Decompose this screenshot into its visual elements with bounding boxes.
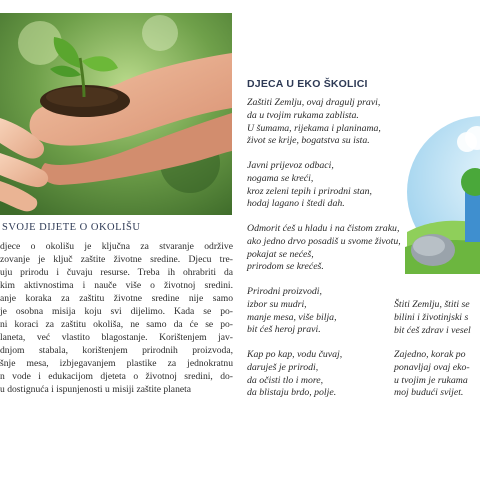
poem-line: ponavljaj ovaj eko- bbox=[394, 361, 470, 373]
hands-seedling-photo bbox=[0, 13, 232, 215]
poem-line: Štiti Zemlju, štiti se bbox=[394, 299, 470, 310]
paragraph-line: zovanje je ključ zaštite životne sredine. Djecu tre- bbox=[0, 254, 233, 265]
poem-line: kroz zeleni tepih i prirodni stan, bbox=[247, 185, 372, 197]
paragraph-line: djece o okolišu je ključna za stvaranje održive bbox=[0, 241, 233, 252]
poem-line: Prirodni proizvodi, bbox=[247, 286, 322, 297]
poem-stanza bbox=[247, 160, 372, 211]
poem-line: manje mesa, više bilja, bbox=[247, 311, 337, 323]
poem-line: da očisti tlo i more, bbox=[247, 374, 324, 386]
paragraph-line: ni koraci za zaštitu okoliša, ne samo da će se po- bbox=[0, 319, 233, 330]
poem-line: ako jedno drvo posadiš u svome životu, bbox=[247, 235, 401, 247]
poem-line: u tvojim je rukama bbox=[394, 374, 468, 386]
poem-line: bit ćeš zdrav i vesel bbox=[394, 324, 471, 336]
paragraph-line: je osobna misija koju svi dijelimo. Kada se po- bbox=[0, 306, 233, 317]
poem-line: izbor su mudri, bbox=[247, 298, 307, 310]
paragraph-line: šnje mesa, izbjegavanjem plastike za jednokratnu bbox=[0, 358, 233, 369]
poem-stanza bbox=[247, 349, 342, 400]
paragraph-line: u dostignuća i ispunjenosti u misiji zaštite planeta bbox=[0, 384, 192, 395]
poem-line: nogama se kreći, bbox=[247, 172, 314, 184]
poem-line: pokajat se nećeš, bbox=[247, 248, 314, 260]
paragraph-line: laneta, već vlastito blagostanje. Korištenjem jav- bbox=[0, 332, 233, 343]
poem-line: prirodom se krećeš. bbox=[247, 261, 324, 273]
poem-line: Zaštiti Zemlju, ovaj dragulj pravi, bbox=[247, 97, 381, 108]
poem-stanza bbox=[247, 286, 337, 337]
paragraph-line: anje koraka za zaštitu životne sredine nije samo bbox=[0, 293, 233, 304]
poem-line: U šumama, rijekama i planinama, bbox=[247, 122, 381, 134]
poem-line: život se krije, bogatstva su ista. bbox=[247, 135, 370, 147]
poem-line: Zajedno, korak po bbox=[394, 349, 466, 360]
poem-line: bit ćeš heroj pravi. bbox=[247, 324, 321, 336]
poem-title: DJECA U EKO ŠKOLICI bbox=[247, 78, 368, 90]
poem-line: hodaj lagano i štedi dah. bbox=[247, 198, 345, 210]
poem-line: Javni prijevoz odbaci, bbox=[247, 160, 334, 171]
poem-line: Kap po kap, vodu čuvaj, bbox=[247, 349, 343, 360]
poem-line: Odmorit ćeš u hladu i na čistom zraku, bbox=[247, 223, 400, 234]
section-title: SVOJE DIJETE O OKOLIŠU bbox=[2, 222, 141, 233]
globe-tree-illustration bbox=[405, 112, 480, 274]
poem-line: daruješ je prirodi, bbox=[247, 361, 319, 373]
poem-stanza bbox=[394, 299, 471, 337]
poem-stanza bbox=[247, 223, 401, 274]
poem-stanza bbox=[394, 349, 470, 400]
poem-stanza bbox=[247, 97, 381, 148]
illustration-image bbox=[405, 112, 480, 274]
seedling-image bbox=[0, 13, 232, 215]
paragraph-line: n vode i edukacijom djeteta o životnoj sredini, do- bbox=[0, 371, 233, 382]
poem-line: moj budući svijet. bbox=[394, 387, 464, 399]
poem-line: bilini i životinjski s bbox=[394, 311, 469, 323]
paragraph-line: dnjom stabala, korištenjem prirodnih proizvoda, bbox=[0, 345, 233, 356]
poem-line: da u tvojim rukama zablista. bbox=[247, 109, 359, 121]
article-paragraph bbox=[0, 240, 233, 396]
poem-line: da blistaju brdo, polje. bbox=[247, 387, 337, 399]
paragraph-line: uju prirodu i čuvaju resurse. Treba ih ohrabriti da bbox=[0, 267, 233, 278]
paragraph-line: kim aktivnostima i nauče više o životnoj sredini. bbox=[0, 280, 233, 291]
